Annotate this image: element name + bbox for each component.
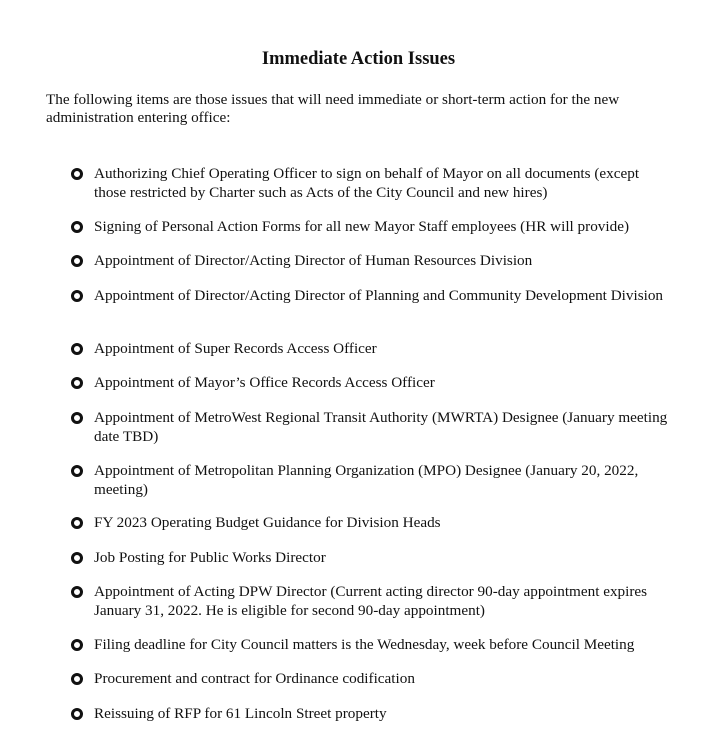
list-item: [94, 409, 674, 446]
list-item: [94, 670, 674, 689]
list-item-text: Appointment of Director/Acting Director of Planning and Community Development Division: [94, 287, 664, 304]
list-item: [94, 374, 674, 393]
list-item-text: Procurement and contract for Ordinance codification: [94, 670, 415, 687]
list-item: [94, 340, 674, 359]
intro-paragraph: The following items are those issues that will need immediate or short-term action for the new administration entering office:: [46, 91, 620, 126]
bullet-icon: [71, 552, 83, 564]
bullet-icon: [71, 465, 83, 477]
list-item: [94, 165, 674, 202]
bullet-icon: [71, 708, 83, 720]
bullet-icon: [71, 412, 83, 424]
bullet-icon: [71, 673, 83, 685]
bullet-icon: [71, 343, 83, 355]
list-item: [94, 705, 674, 724]
list-item-text: Filing deadline for City Council matters is the Wednesday, week before Council Meeting: [94, 636, 635, 653]
bullet-icon: [71, 221, 83, 233]
list-item-text: Appointment of MetroWest Regional Transit Authority (MWRTA) Designee (January meeting date TBD): [94, 409, 668, 445]
bullet-icon: [71, 639, 83, 651]
list-item-text: Job Posting for Public Works Director: [94, 549, 326, 566]
list-item: [94, 252, 674, 271]
list-item-text: Authorizing Chief Operating Officer to sign on behalf of Mayor on all documents (except those restricted by Charter such as Acts of the City Council and new hires): [94, 165, 640, 201]
list-item-text: Appointment of Mayor’s Office Records Access Officer: [94, 374, 435, 391]
list-item-text: FY 2023 Operating Budget Guidance for Division Heads: [94, 514, 441, 531]
bullet-icon: [71, 517, 83, 529]
list-item-text: Appointment of Super Records Access Officer: [94, 340, 377, 357]
list-item-text: Appointment of Metropolitan Planning Organization (MPO) Designee (January 20, 2022, meeting): [94, 462, 639, 498]
list-item: [94, 462, 674, 499]
bullet-icon: [71, 586, 83, 598]
list-item-text: Appointment of Director/Acting Director of Human Resources Division: [94, 252, 533, 269]
list-item: [94, 218, 674, 237]
bullet-icon: [71, 377, 83, 389]
bullet-icon: [71, 290, 83, 302]
list-item: [94, 287, 674, 306]
bullet-icon: [71, 168, 83, 180]
list-item: [94, 514, 674, 533]
page-title: Immediate Action Issues: [261, 49, 456, 69]
list-item: [94, 583, 674, 620]
bullet-icon: [71, 255, 83, 267]
list-item-text: Signing of Personal Action Forms for all new Mayor Staff employees (HR will provide): [94, 218, 630, 235]
list-item-text: Appointment of Acting DPW Director (Current acting director 90-day appointment expires January 31, 2022. He is eligible for second 90-day appointment): [94, 583, 648, 619]
list-item-text: Reissuing of RFP for 61 Lincoln Street property: [94, 705, 387, 722]
list-item: [94, 636, 674, 655]
list-item: [94, 549, 674, 568]
